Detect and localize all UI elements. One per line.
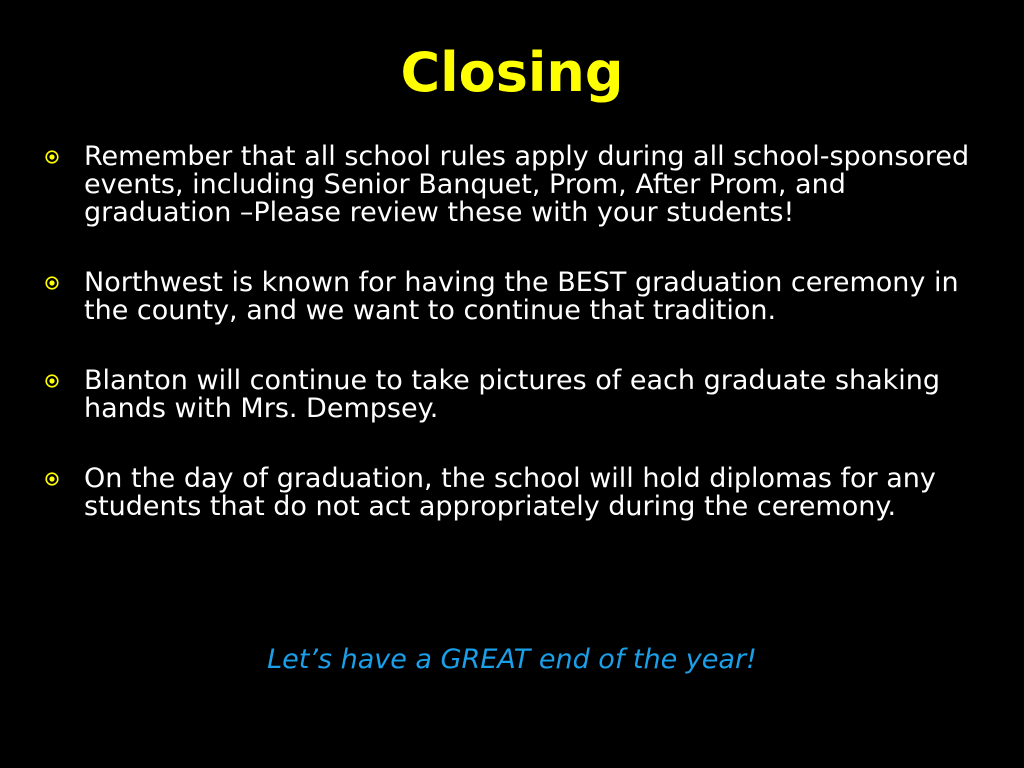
- bullet-list: [42, 143, 992, 563]
- slide-title: Closing: [400, 41, 624, 104]
- bullet-item: [42, 367, 992, 423]
- bullet-text: Northwest is known for having the BEST graduation ceremony in the county, and we want to continue that tradition.: [84, 267, 959, 326]
- bullet-text: Remember that all school rules apply during all school-sponsored events, including Senior Banquet, Prom, After Prom, and graduation –Please review these with your students!: [84, 141, 970, 228]
- bullet-text: On the day of graduation, the school will hold diplomas for any students that do not act appropriately during the ceremony.: [84, 463, 936, 522]
- bullet-item: [42, 269, 992, 325]
- circled-dot-icon: [45, 276, 59, 290]
- bullet-text: Blanton will continue to take pictures of each graduate shaking hands with Mrs. Dempsey.: [84, 365, 941, 424]
- closing-line: Let’s have a GREAT end of the year!: [267, 644, 757, 675]
- circled-dot-icon: [45, 472, 59, 486]
- circled-dot-icon: [45, 150, 59, 164]
- circled-dot-icon: [45, 374, 59, 388]
- bullet-item: [42, 143, 992, 227]
- bullet-item: [42, 465, 992, 521]
